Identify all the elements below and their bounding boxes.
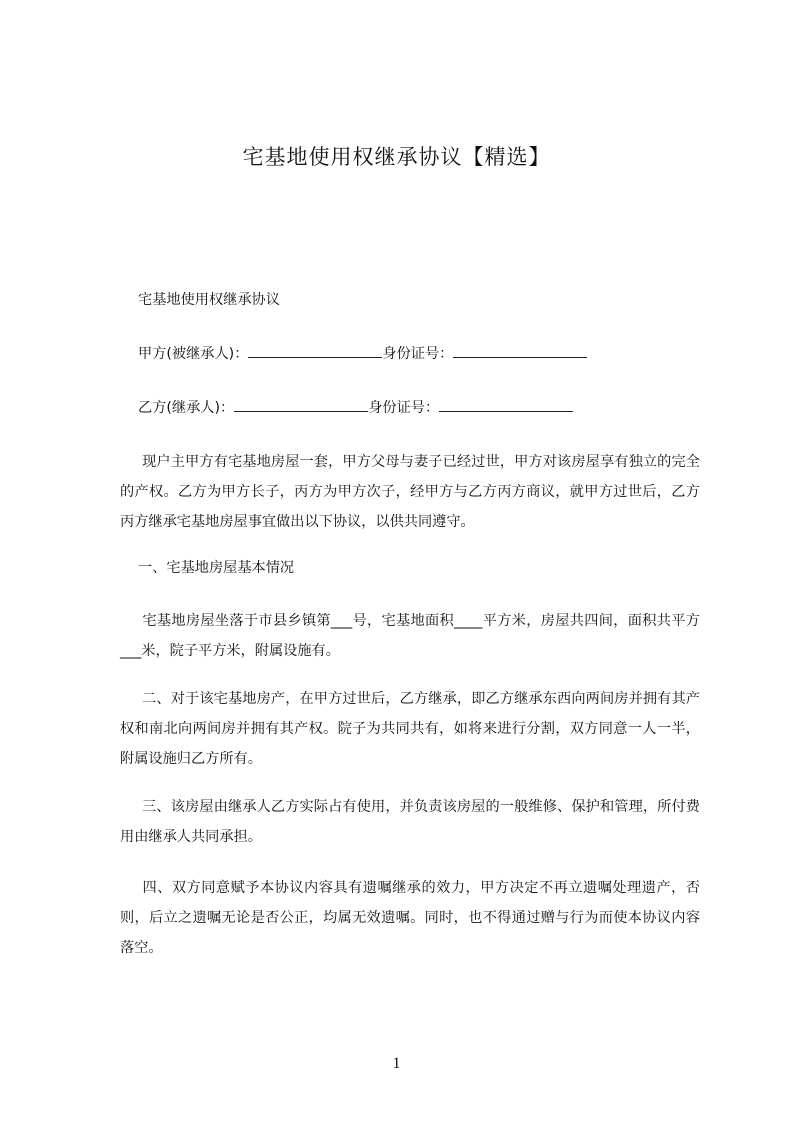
party-a-label: 甲方(被继承人)： xyxy=(138,346,249,362)
section4-text: 四、双方同意赋予本协议内容具有遗嘱继承的效力，甲方决定不再立遗嘱处理遗产，否则，后立之遗嘱无论是否公正，均属无效遗嘱。同时，也不得通过赠与行为而使本协议内容落空。 xyxy=(120,880,700,956)
section3-text: 三、该房屋由继承人乙方实际占有使用，并负责该房屋的一般维修、保护和管理，所付费用由继承人共同承担。 xyxy=(120,799,700,845)
section1-text: 宅基地房屋坐落于市县乡镇第___号，宅基地面积____平方米，房屋共四间，面积共平方___米，院子平方米，附属设施有。 xyxy=(120,613,700,659)
intro-paragraph xyxy=(120,447,700,537)
section4-paragraph xyxy=(120,873,700,963)
party-b-label: 乙方(继承人)： xyxy=(138,400,235,416)
intro-text: 现户主甲方有宅基地房屋一套，甲方父母与妻子已经过世，甲方对该房屋享有独立的完全的产权。乙方为甲方长子，丙方为甲方次子，经甲方与乙方丙方商议，就甲方过世后，乙方丙方继承宅基地房屋事宜做出以下协议，以供共同遵守。 xyxy=(120,454,700,530)
section2-text: 二、对于该宅基地房产，在甲方过世后，乙方继承，即乙方继承东西向两间房并拥有其产权和南北向两间房并拥有其产权。院子为共同共有，如将来进行分割，双方同意一人一半，附属设施归乙方所有。 xyxy=(120,691,700,767)
document-subtitle: 宅基地使用权继承协议 xyxy=(138,292,280,308)
party-a-line xyxy=(138,339,587,369)
document-title: 宅基地使用权继承协议【精选】 xyxy=(242,145,551,169)
party-b-id-label: 身份证号： xyxy=(368,400,440,416)
party-a-name-blank xyxy=(248,342,382,358)
page-number: 1 xyxy=(392,1055,401,1072)
section1-paragraph xyxy=(120,606,700,666)
party-b-name-blank xyxy=(234,396,368,412)
section3-paragraph xyxy=(120,792,700,852)
party-b-line xyxy=(138,393,573,423)
party-a-id-label: 身份证号： xyxy=(382,346,454,362)
party-a-id-blank xyxy=(453,342,587,358)
section1-heading: 一、宅基地房屋基本情况 xyxy=(138,560,295,576)
section2-paragraph xyxy=(120,684,700,774)
party-b-id-blank xyxy=(439,396,573,412)
